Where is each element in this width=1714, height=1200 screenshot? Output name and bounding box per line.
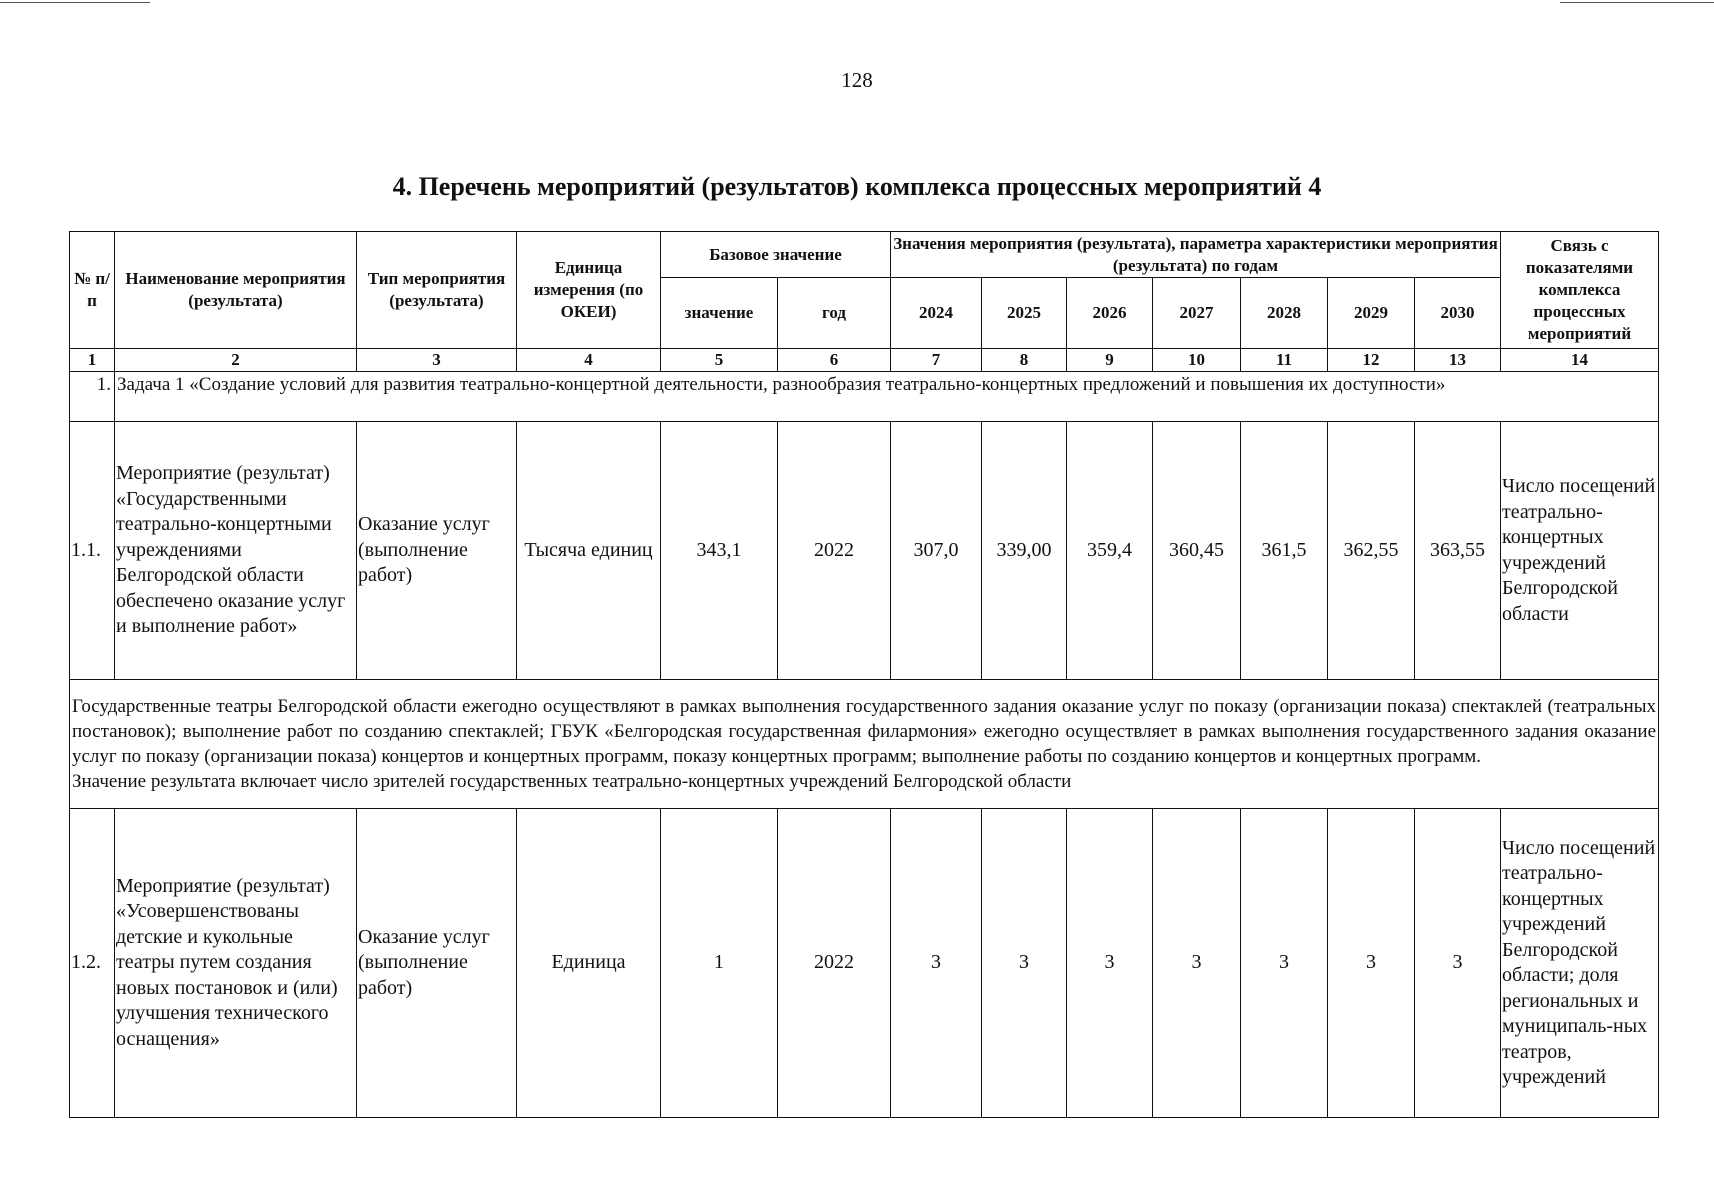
task-number: 1. bbox=[70, 372, 115, 422]
row-value-2029: 362,55 bbox=[1328, 422, 1415, 680]
header-year: 2029 bbox=[1328, 278, 1415, 349]
row-value-2025: 339,00 bbox=[982, 422, 1067, 680]
column-number: 9 bbox=[1067, 349, 1153, 372]
header-values: Значения мероприятия (результата), параметра характеристики мероприятия (результата) по годам bbox=[891, 232, 1501, 278]
header-link: Связь с показателями комплекса процессных мероприятий bbox=[1501, 232, 1659, 349]
header-row-1 bbox=[70, 232, 1659, 278]
header-base-year: год bbox=[778, 278, 891, 349]
column-number: 4 bbox=[517, 349, 661, 372]
header-year: 2030 bbox=[1415, 278, 1501, 349]
row-value-2030: 3 bbox=[1415, 809, 1501, 1118]
row-type: Оказание услуг (выполнение работ) bbox=[357, 809, 517, 1118]
column-number: 14 bbox=[1501, 349, 1659, 372]
header-base-value: значение bbox=[661, 278, 778, 349]
note-cell bbox=[70, 680, 1659, 809]
page-number: 128 bbox=[841, 68, 873, 92]
header-year: 2026 bbox=[1067, 278, 1153, 349]
header-base: Базовое значение bbox=[661, 232, 891, 278]
scan-edge-mark-left bbox=[0, 2, 150, 3]
page-title: 4. Перечень мероприятий (результатов) комплекса процессных мероприятий 4 bbox=[392, 172, 1322, 201]
activities-table bbox=[69, 231, 1659, 1118]
header-type: Тип мероприятия (результата) bbox=[357, 232, 517, 349]
row-unit: Тысяча единиц bbox=[517, 422, 661, 680]
row-base-value: 343,1 bbox=[661, 422, 778, 680]
row-base-value: 1 bbox=[661, 809, 778, 1118]
row-value-2028: 361,5 bbox=[1241, 422, 1328, 680]
column-number: 5 bbox=[661, 349, 778, 372]
row-value-2024: 3 bbox=[891, 809, 982, 1118]
row-type: Оказание услуг (выполнение работ) bbox=[357, 422, 517, 680]
note-row bbox=[70, 680, 1659, 809]
column-number: 7 bbox=[891, 349, 982, 372]
task-row bbox=[70, 372, 1659, 422]
row-value-2026: 359,4 bbox=[1067, 422, 1153, 680]
row-number: 1.2. bbox=[70, 809, 115, 1118]
row-base-year: 2022 bbox=[778, 809, 891, 1118]
row-link: Число посещений театрально-концертных учреждений Белгородской области; доля региональных и муниципаль-ных театров, учреждений bbox=[1501, 809, 1659, 1118]
row-value-2024: 307,0 bbox=[891, 422, 982, 680]
row-value-2025: 3 bbox=[982, 809, 1067, 1118]
column-number: 10 bbox=[1153, 349, 1241, 372]
header-unit: Единица измерения (по ОКЕИ) bbox=[517, 232, 661, 349]
row-number: 1.1. bbox=[70, 422, 115, 680]
column-number: 2 bbox=[115, 349, 357, 372]
table-row bbox=[70, 422, 1659, 680]
header-year: 2025 bbox=[982, 278, 1067, 349]
row-unit: Единица bbox=[517, 809, 661, 1118]
row-name: Мероприятие (результат) «Усовершенствованы детские и кукольные театры путем создания новых постановок и (или) улучшения технического оснащения» bbox=[115, 809, 357, 1118]
task-text: Задача 1 «Создание условий для развития театрально-концертной деятельности, разнообразия театрально-концертных предложений и повышения их доступности» bbox=[115, 372, 1659, 422]
header-name: Наименование мероприятия (результата) bbox=[115, 232, 357, 349]
column-number: 12 bbox=[1328, 349, 1415, 372]
column-number: 11 bbox=[1241, 349, 1328, 372]
column-number: 1 bbox=[70, 349, 115, 372]
header-num: № п/п bbox=[70, 232, 115, 349]
row-value-2027: 360,45 bbox=[1153, 422, 1241, 680]
column-number: 6 bbox=[778, 349, 891, 372]
table-row bbox=[70, 809, 1659, 1118]
row-value-2030: 363,55 bbox=[1415, 422, 1501, 680]
column-numbers-row bbox=[70, 349, 1659, 372]
column-number: 8 bbox=[982, 349, 1067, 372]
note-paragraph-1: Государственные театры Белгородской области ежегодно осуществляют в рамках выполнения государственного задания оказание услуг по показу (организации показа) спектаклей (театральных постановок); выполнение работ по созданию спектаклей; ГБУК «Белгородская государственная филармония» ежегодно осуществляет в рамках выполнения государственного задания оказание услуг по показу (организации показа) концертов и концертных программ, показу концертных программ; выполнение работы по созданию концертов и концертных программ. bbox=[72, 696, 1656, 767]
header-year: 2028 bbox=[1241, 278, 1328, 349]
scan-edge-mark-right bbox=[1560, 2, 1714, 3]
header-year: 2027 bbox=[1153, 278, 1241, 349]
note-paragraph-2: Значение результата включает число зрителей государственных театрально-концертных учреждений Белгородской области bbox=[72, 771, 1072, 792]
row-name: Мероприятие (результат) «Государственными театрально-концертными учреждениями Белгородской области обеспечено оказание услуг и выполнение работ» bbox=[115, 422, 357, 680]
column-number: 3 bbox=[357, 349, 517, 372]
column-number: 13 bbox=[1415, 349, 1501, 372]
row-value-2026: 3 bbox=[1067, 809, 1153, 1118]
row-value-2028: 3 bbox=[1241, 809, 1328, 1118]
row-base-year: 2022 bbox=[778, 422, 891, 680]
row-value-2027: 3 bbox=[1153, 809, 1241, 1118]
header-year: 2024 bbox=[891, 278, 982, 349]
row-value-2029: 3 bbox=[1328, 809, 1415, 1118]
row-link: Число посещений театрально-концертных учреждений Белгородской области bbox=[1501, 422, 1659, 680]
